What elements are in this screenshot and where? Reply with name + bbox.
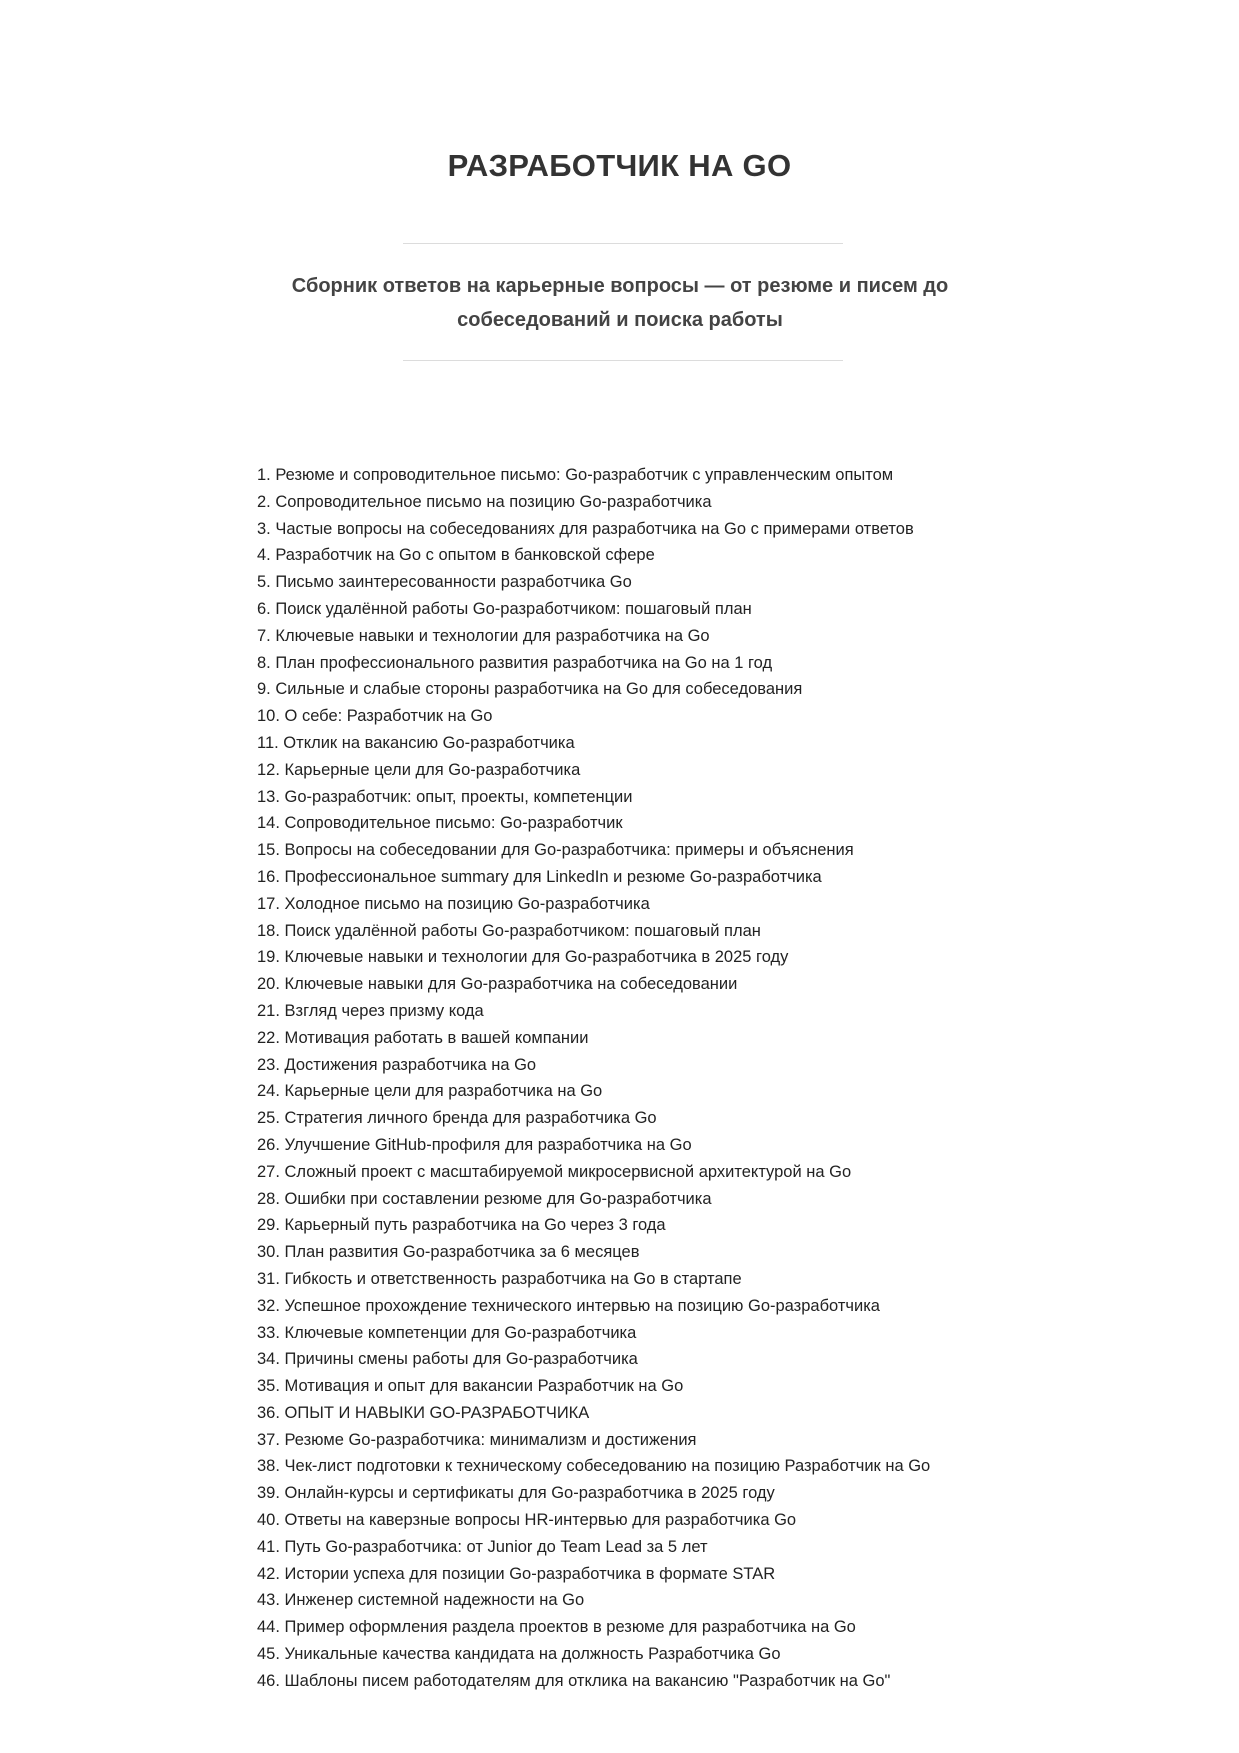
toc-item[interactable]: 26. Улучшение GitHub-профиля для разработчика на Go <box>257 1135 692 1154</box>
toc-item[interactable]: 8. План профессионального развития разработчика на Go на 1 год <box>257 653 773 672</box>
toc-item[interactable]: 13. Go-разработчик: опыт, проекты, компетенции <box>257 787 633 806</box>
toc-item[interactable]: 10. О себе: Разработчик на Go <box>257 707 493 726</box>
toc-item[interactable]: 6. Поиск удалённой работы Go-разработчиком: пошаговый план <box>257 599 752 618</box>
toc-item[interactable]: 20. Ключевые навыки для Go-разработчика на собеседовании <box>257 975 738 994</box>
toc-item[interactable]: 1. Резюме и сопроводительное письмо: Go-разработчик с управленческим опытом <box>257 466 894 484</box>
toc-item[interactable]: 43. Инженер системной надежности на Go <box>257 1591 585 1610</box>
toc-item[interactable]: 18. Поиск удалённой работы Go-разработчиком: пошаговый план <box>257 921 761 940</box>
toc-item[interactable]: 5. Письмо заинтересованности разработчика Go <box>257 573 632 592</box>
toc-item[interactable]: 25. Стратегия личного бренда для разработчика Go <box>257 1109 657 1128</box>
toc-item[interactable]: 34. Причины смены работы для Go-разработчика <box>257 1350 638 1369</box>
toc-item[interactable]: 32. Успешное прохождение технического интервью на позицию Go-разработчика <box>257 1296 880 1315</box>
toc-item[interactable]: 46. Шаблоны писем работодателям для отклика на вакансию "Разработчик на Go" <box>257 1671 891 1690</box>
toc-item[interactable]: 17. Холодное письмо на позицию Go-разработчика <box>257 894 650 913</box>
toc-item[interactable]: 27. Сложный проект с масштабируемой микросервисной архитектурой на Go <box>257 1162 852 1181</box>
toc-item[interactable]: 16. Профессиональное summary для LinkedIn и резюме Go-разработчика <box>257 867 822 886</box>
toc-item[interactable]: 9. Сильные и слабые стороны разработчика на Go для собеседования <box>257 680 803 699</box>
toc-item[interactable]: 42. Истории успеха для позиции Go-разработчика в формате STAR <box>257 1564 776 1583</box>
page-title: РАЗРАБОТЧИК НА GO <box>447 148 792 183</box>
toc-item[interactable]: 7. Ключевые навыки и технологии для разработчика на Go <box>257 626 710 645</box>
toc-item[interactable]: 36. ОПЫТ И НАВЫКИ GO-РАЗРАБОТЧИКА <box>257 1403 590 1422</box>
toc-item[interactable]: 29. Карьерный путь разработчика на Go через 3 года <box>257 1216 666 1235</box>
toc-item[interactable]: 22. Мотивация работать в вашей компании <box>257 1028 589 1047</box>
toc-item[interactable]: 33. Ключевые компетенции для Go-разработчика <box>257 1323 637 1342</box>
toc-item[interactable]: 39. Онлайн-курсы и сертификаты для Go-разработчика в 2025 году <box>257 1484 775 1503</box>
toc-item[interactable]: 14. Сопроводительное письмо: Go-разработчик <box>257 814 623 833</box>
top-divider <box>403 243 843 244</box>
toc-item[interactable]: 23. Достижения разработчика на Go <box>257 1055 537 1074</box>
toc-item[interactable]: 15. Вопросы на собеседовании для Go-разработчика: примеры и объяснения <box>257 841 854 860</box>
toc-item[interactable]: 11. Отклик на вакансию Go-разработчика <box>257 733 575 752</box>
toc-item[interactable]: 3. Частые вопросы на собеседованиях для разработчика на Go с примерами ответов <box>257 519 914 538</box>
toc-item[interactable]: 37. Резюме Go-разработчика: минимализм и достижения <box>257 1430 697 1449</box>
toc-item[interactable]: 4. Разработчик на Go с опытом в банковской сфере <box>257 546 655 565</box>
toc-item[interactable]: 12. Карьерные цели для Go-разработчика <box>257 760 581 779</box>
page-subtitle: Сборник ответов на карьерные вопросы — от резюме и писем до собеседований и поиска работы <box>291 275 949 331</box>
toc-item[interactable]: 24. Карьерные цели для разработчика на Go <box>257 1082 603 1101</box>
bottom-divider <box>403 360 843 361</box>
toc-item[interactable]: 30. План развития Go-разработчика за 6 месяцев <box>257 1243 640 1262</box>
toc-item[interactable]: 35. Мотивация и опыт для вакансии Разработчик на Go <box>257 1377 684 1396</box>
toc-item[interactable]: 2. Сопроводительное письмо на позицию Go-разработчика <box>257 492 712 511</box>
toc-item[interactable]: 38. Чек-лист подготовки к техническому собеседованию на позицию Разработчик на Go <box>257 1457 931 1476</box>
toc-item[interactable]: 21. Взгляд через призму кода <box>257 1001 484 1020</box>
toc-item[interactable]: 45. Уникальные качества кандидата на должность Разработчика Go <box>257 1645 781 1664</box>
toc-item[interactable]: 44. Пример оформления раздела проектов в резюме для разработчика на Go <box>257 1618 856 1637</box>
toc-item[interactable]: 41. Путь Go-разработчика: от Junior до Team Lead за 5 лет <box>257 1537 708 1556</box>
toc-item[interactable]: 19. Ключевые навыки и технологии для Go-разработчика в 2025 году <box>257 948 789 967</box>
table-of-contents <box>257 462 930 1695</box>
toc-item[interactable]: 31. Гибкость и ответственность разработчика на Go в стартапе <box>257 1269 742 1288</box>
toc-item[interactable]: 28. Ошибки при составлении резюме для Go-разработчика <box>257 1189 712 1208</box>
toc-item[interactable]: 40. Ответы на каверзные вопросы HR-интервью для разработчика Go <box>257 1511 797 1530</box>
